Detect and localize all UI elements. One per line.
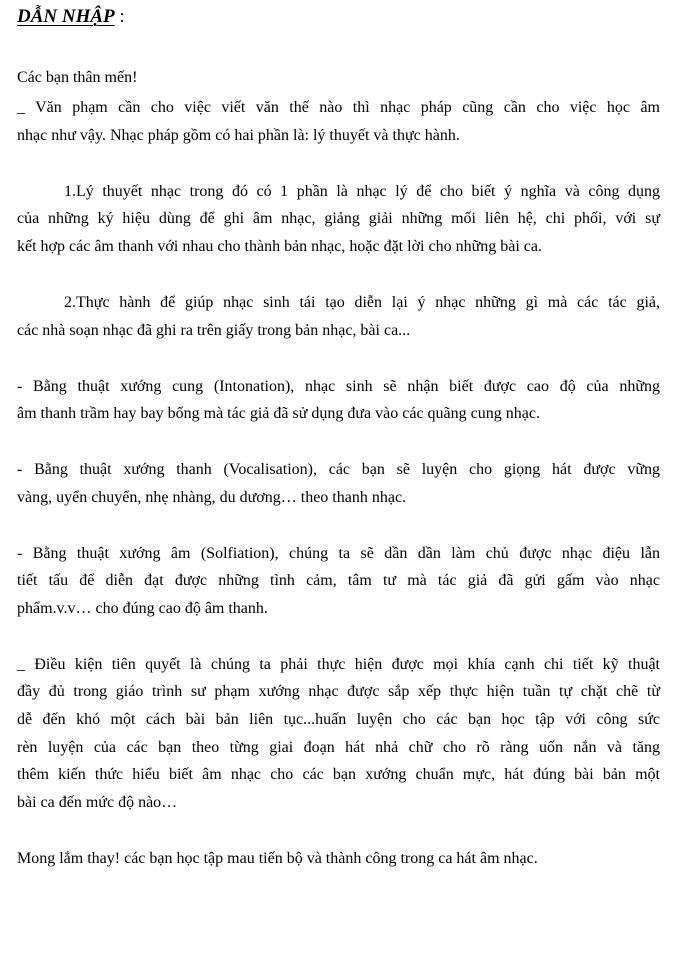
intonation-line-1: - Bằng thuật xướng cung (Intonation), nhạc sinh sẽ nhận biết được cao độ của những bbox=[17, 378, 660, 395]
solfiation-line-1: - Bằng thuật xướng âm (Solfiation), chúng ta sẽ dần dần làm chủ được nhạc điệu lẫn bbox=[17, 545, 660, 562]
intro-line-1: _ Văn phạm cần cho việc viết văn thế nào thì nhạc pháp cũng cần cho việc học âm bbox=[17, 99, 660, 116]
greeting: Các bạn thân mến! bbox=[17, 69, 138, 86]
intonation-line-2: âm thanh trầm hay bay bổng mà tác giả đã sử dụng đưa vào các quãng cung nhạc. bbox=[17, 405, 540, 422]
practice-line-1: 2.Thực hành để giúp nhạc sinh tái tạo diễn lại ý nhạc những gì mà các tác giả, bbox=[64, 294, 660, 311]
theory-line-3: kết hợp các âm thanh với nhau cho thành bản nhạc, hoặc đặt lời cho những bài ca. bbox=[17, 238, 542, 255]
vocalisation-line-1: - Bằng thuật xướng thanh (Vocalisation), các bạn sẽ luyện cho giọng hát được vững bbox=[17, 461, 660, 478]
closing: Mong lắm thay! các bạn học tập mau tiến bộ và thành công trong ca hát âm nhạc. bbox=[17, 850, 538, 867]
heading-title: DẪN NHẬP bbox=[17, 6, 115, 27]
practice-line-2: các nhà soạn nhạc đã ghi ra trên giấy trong bản nhạc, bài ca... bbox=[17, 322, 411, 339]
conditions-line-5: thêm kiến thức hiểu biết âm nhạc cho các bạn xướng chuẩn mực, hát đúng bài bản một bbox=[17, 766, 660, 783]
vocalisation-line-2: vàng, uyển chuyển, nhẹ nhàng, du dương… theo thanh nhạc. bbox=[17, 489, 407, 506]
theory-line-2: của những ký hiệu dùng để ghi âm nhạc, giảng giải những mối liên hệ, chi phối, với sự bbox=[17, 210, 660, 227]
solfiation-line-3: phẩm.v.v… cho đúng cao độ âm thanh. bbox=[17, 600, 268, 617]
page-heading bbox=[17, 6, 125, 28]
solfiation-line-2: tiết tấu để diễn đạt được những tình cảm, tâm tư mà tác giả đã gửi gấm vào nhạc bbox=[17, 572, 660, 589]
conditions-line-6: bài ca đến mức độ nào… bbox=[17, 794, 178, 811]
conditions-line-2: đầy đủ trong giáo trình sư phạm xướng nhạc được sắp xếp thực hiện tuần tự chặt chẽ từ bbox=[17, 683, 660, 700]
heading-colon: : bbox=[114, 6, 125, 27]
intro-line-2: nhạc như vậy. Nhạc pháp gồm có hai phần là: lý thuyết và thực hành. bbox=[17, 127, 460, 144]
conditions-line-1: _ Điều kiện tiên quyết là chúng ta phải thực hiện được mọi khía cạnh chi tiết kỹ thuật bbox=[17, 656, 660, 673]
theory-line-1: 1.Lý thuyết nhạc trong đó có 1 phần là nhạc lý để cho biết ý nghĩa và công dụng bbox=[64, 183, 660, 200]
conditions-line-4: rèn luyện của các bạn theo từng giai đoạn hát nhả chữ cho rõ ràng uốn nắn và tăng bbox=[17, 739, 660, 756]
conditions-line-3: dễ đến khó một cách bài bản liên tục...huấn luyện cho các bạn học tập với công sức bbox=[17, 711, 660, 728]
